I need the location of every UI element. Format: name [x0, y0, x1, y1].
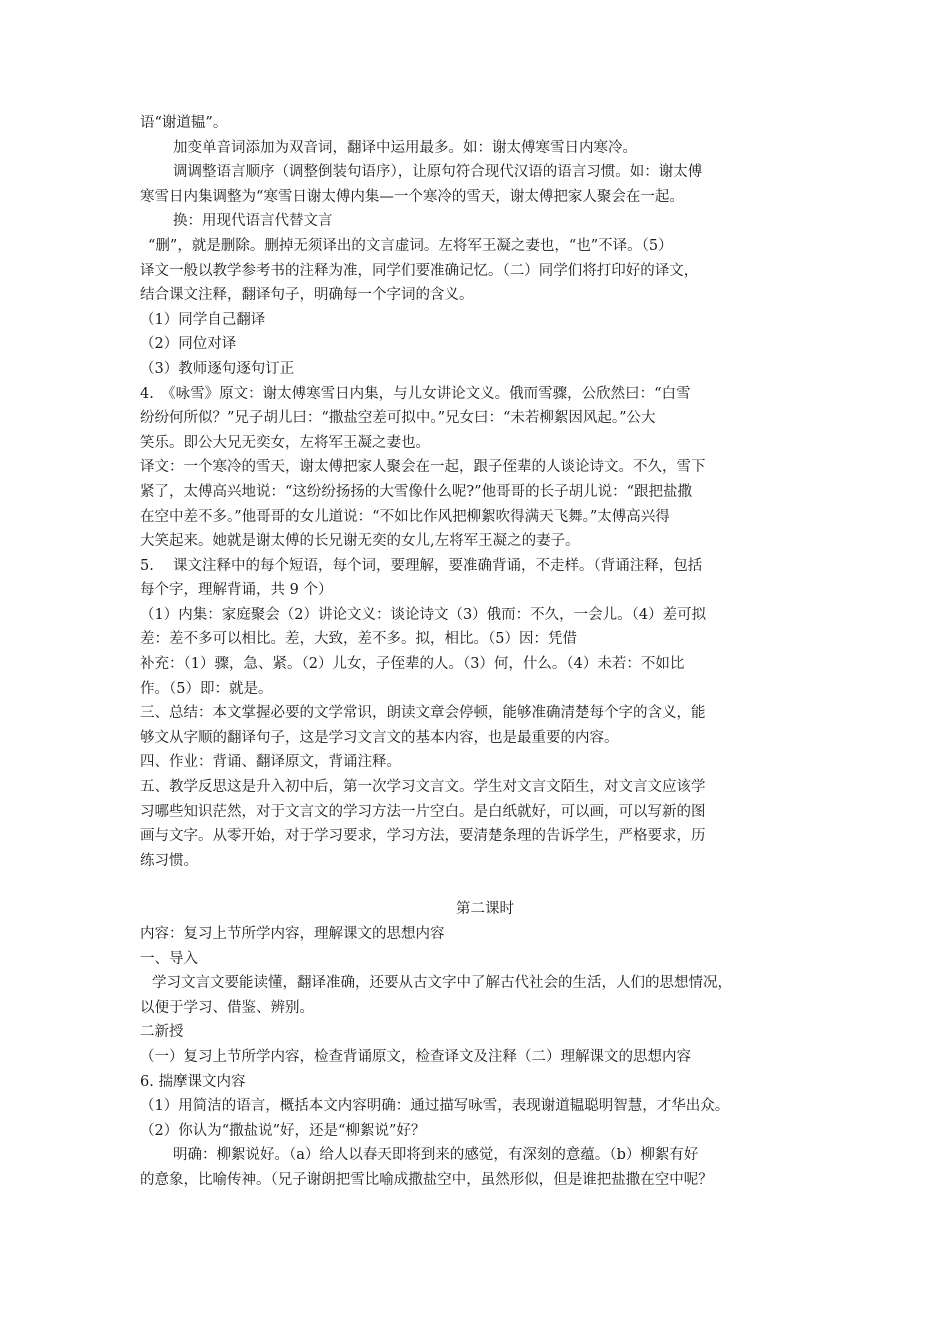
text-line: （2）你认为“撒盐说”好，还是“柳絮说”好？ [140, 1122, 426, 1139]
text-line: 大笑起来。她就是谢太傅的长兄谢无奕的女儿,左将军王凝之的妻子。 [140, 533, 580, 550]
text-line: 调调整语言顺序（调整倒装句语序），让原句符合现代汉语的语言习惯。如：谢太傅 [173, 164, 703, 181]
text-line: 结合课文注释，翻译句子，明确每一个字词的含义。 [140, 287, 474, 304]
text-line: “删”，就是删除。删掉无须译出的文言虚词。左将军王凝之妻也，“也”不译。（5） [148, 237, 673, 254]
text-line: 换：用现代语言代替文言 [173, 213, 333, 230]
text-line: 寒雪日内集调整为“寒雪日谢太傅内集—一个寒冷的雪天，谢太傅把家人聚会在一起。 [140, 188, 684, 205]
text-line: 画与文字。从零开始，对于学习要求，学习方法，要清楚条理的告诉学生，严格要求，历 [140, 828, 706, 845]
text-line: 明确：柳絮说好。（a）给人以春天即将到来的感觉，有深刻的意蕴。（b）柳絮有好 [173, 1147, 699, 1164]
text-line: 4. 《咏雪》原文：谢太傅寒雪日内集，与儿女讲论文义。俄而雪骤，公欣然曰：“白雪 [140, 385, 691, 402]
text-line: 够文从字顺的翻译句子，这是学习文言文的基本内容，也是最重要的内容。 [140, 729, 619, 746]
text-line: 的意象，比喻传神。（兄子谢朗把雪比喻成撒盐空中，虽然形似，但是谁把盐撒在空中呢？ [140, 1171, 713, 1188]
text-line: 语“谢道韫”。 [140, 115, 228, 131]
text-line: （1）同学自己翻译 [140, 311, 266, 328]
text-line: （1）内集：家庭聚会（2）讲论文义：谈论诗文（3）俄而：不久，一会儿。（4）差可拟 [140, 606, 707, 623]
text-line: （2）同位对译 [140, 336, 237, 353]
text-line: 三、总结：本文掌握必要的文学常识，朗读文章会停顿，能够准确清楚每个字的含义，能 [140, 705, 706, 722]
text-line: 译文一般以教学参考书的注释为准，同学们要准确记忆。（二）同学们将打印好的译文， [140, 262, 699, 279]
text-line: 6. 揣摩课文内容 [140, 1073, 246, 1090]
text-line: 四、作业：背诵、翻译原文，背诵注释。 [140, 754, 401, 771]
section-title: 第二课时 [456, 901, 514, 918]
document-page [140, 111, 830, 1193]
text-line: 5. 课文注释中的每个短语，每个词，要理解，要准确背诵，不走样。（背诵注释，包括 [140, 557, 703, 574]
text-line: 补充：（1）骤，急、紧。（2）儿女，子侄辈的人。（3）何，什么。（4）未若：不如比 [140, 656, 685, 673]
text-line: 以便于学习、借鉴、辨别。 [140, 999, 314, 1016]
text-line: 紧了，太傅高兴地说：“这纷纷扬扬的大雪像什么呢?”他哥哥的长子胡儿说：“跟把盐撒 [140, 483, 693, 500]
text-line: 内容：复习上节所学内容，理解课文的思想内容 [140, 926, 445, 942]
text-line: 纷纷何所似？”兄子胡儿曰：“撒盐空差可拟中。”兄女曰：“未若柳絮因风起。”公大 [140, 410, 656, 427]
text-line: 习哪些知识茫然，对于文言文的学习方法一片空白。是白纸就好，可以画，可以写新的图 [140, 803, 706, 820]
text-line: 练习惯。 [140, 852, 198, 869]
text-line: 五、教学反思这是升入初中后，第一次学习文言文。学生对文言文陌生，对文言文应该学 [140, 779, 706, 796]
text-line: 在空中差不多。”他哥哥的女儿道说：“不如比作风把柳絮吹得满天飞舞。”太傅高兴得 [140, 508, 670, 525]
text-line: 作。（5）即：就是。 [140, 680, 273, 697]
paragraph-gap [140, 873, 830, 897]
text-line: 二新授 [140, 1024, 184, 1041]
text-line: 译文：一个寒冷的雪天，谢太傅把家人聚会在一起，跟子侄辈的人谈论诗文。不久，雪下 [140, 459, 706, 476]
text-line: 每个字，理解背诵，共 9 个） [140, 582, 333, 599]
text-line: 加变单音词添加为双音词，翻译中运用最多。如：谢太傅寒雪日内寒冷。 [173, 139, 637, 156]
text-line: （3）教师逐句逐句订正 [140, 360, 295, 377]
text-line: 差：差不多可以相比。差，大致，差不多。拟，相比。（5）因：凭借 [140, 631, 577, 648]
text-line: （1）用简洁的语言，概括本文内容明确：通过描写咏雪，表现谢道韫聪明智慧，才华出众。 [140, 1098, 730, 1115]
text-line: 一、导入 [140, 950, 198, 967]
text-line: 学习文言文要能读懂，翻译准确，还要从古文字中了解古代社会的生活，人们的思想情况， [152, 975, 732, 992]
text-line: （一）复习上节所学内容，检查背诵原文，检查译文及注释（二）理解课文的思想内容 [140, 1048, 691, 1065]
text-line: 笑乐。即公大兄无奕女，左将军王凝之妻也。 [140, 434, 430, 451]
